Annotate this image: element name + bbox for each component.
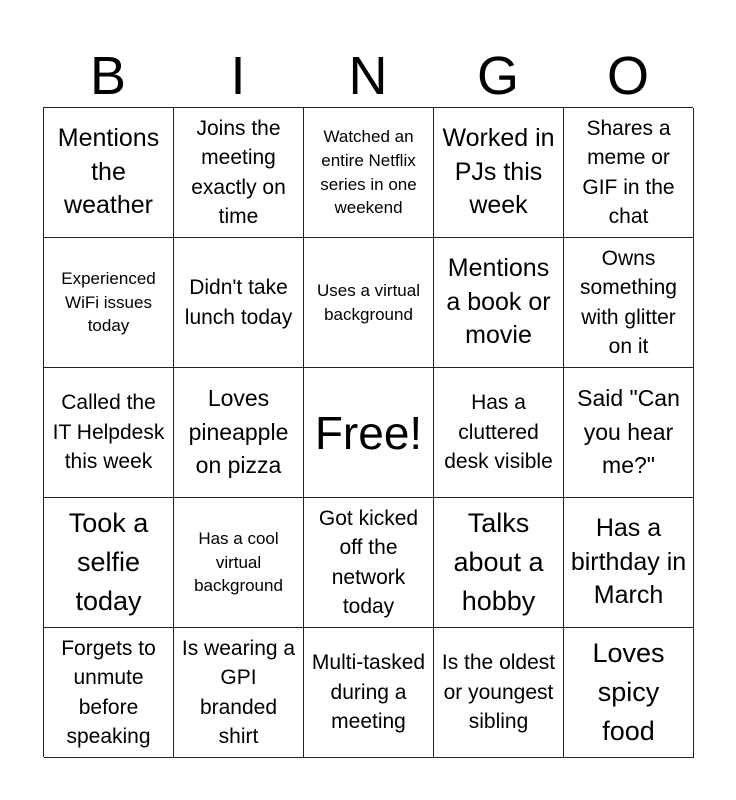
bingo-cell[interactable] (174, 368, 304, 498)
bingo-cell[interactable] (434, 108, 564, 238)
bingo-cell[interactable] (434, 368, 564, 498)
bingo-cell[interactable] (44, 628, 174, 758)
bingo-cell[interactable] (174, 238, 304, 368)
cell-text: Uses a virtual background (317, 280, 420, 324)
cell-text: Experienced WiFi issues today (61, 268, 156, 336)
bingo-cell[interactable] (564, 238, 694, 368)
bingo-cell[interactable] (304, 108, 434, 238)
bingo-cell[interactable] (44, 368, 174, 498)
bingo-cell[interactable] (174, 108, 304, 238)
cell-text: Loves pineapple on pizza (188, 385, 289, 479)
title-letter-g: G (476, 46, 519, 106)
cell-text: Took a selfie today (68, 507, 149, 617)
cell-text: Is wearing a GPI branded shirt (181, 636, 296, 748)
bingo-title (43, 44, 693, 108)
cell-text: Has a cool virtual background (194, 528, 283, 596)
cell-text: Talks about a hobby (453, 507, 544, 617)
bingo-cell[interactable] (304, 628, 434, 758)
free-space-text: Free! (314, 406, 423, 459)
cell-text: Shares a meme or GIF in the chat (582, 116, 675, 228)
cell-text: Has a cluttered desk visible (444, 391, 553, 474)
title-letter-b: B (89, 46, 127, 106)
cell-text: Mentions a book or movie (446, 253, 551, 350)
cell-text: Owns something with glitter on it (580, 246, 677, 358)
cell-text: Got kicked off the network today (318, 506, 419, 618)
title-letter-i: I (230, 46, 246, 106)
bingo-cell[interactable] (434, 628, 564, 758)
title-letter-n: N (348, 46, 388, 106)
bingo-cell[interactable] (44, 498, 174, 628)
cell-text: Mentions the weather (57, 123, 160, 220)
cell-text: Loves spicy food (592, 637, 665, 747)
cell-text: Called the IT Helpdesk this week (52, 391, 165, 474)
bingo-cell[interactable] (44, 108, 174, 238)
bingo-cell[interactable] (44, 238, 174, 368)
cell-text: Is the oldest or youngest sibling (441, 651, 556, 734)
bingo-cell[interactable] (174, 628, 304, 758)
cell-text: Has a birthday in March (570, 513, 687, 610)
cell-text: Forgets to unmute before speaking (61, 636, 156, 748)
bingo-cell[interactable] (174, 498, 304, 628)
title-letter-o: O (606, 46, 649, 106)
cell-text: Multi-tasked during a meeting (311, 651, 426, 734)
bingo-cell[interactable] (564, 368, 694, 498)
bingo-cell[interactable] (304, 498, 434, 628)
cell-text: Watched an entire Netflix series in one weekend (320, 126, 417, 218)
free-space-cell[interactable] (304, 368, 434, 498)
bingo-cell[interactable] (434, 238, 564, 368)
bingo-cell[interactable] (564, 498, 694, 628)
cell-text: Worked in PJs this week (442, 123, 555, 220)
cell-text: Joins the meeting exactly on time (191, 116, 286, 228)
cell-text: Said "Can you hear me?" (577, 385, 680, 479)
bingo-cell[interactable] (564, 108, 694, 238)
bingo-board (43, 107, 693, 757)
bingo-cell[interactable] (304, 238, 434, 368)
bingo-cell[interactable] (434, 498, 564, 628)
cell-text: Didn't take lunch today (184, 276, 293, 329)
bingo-cell[interactable] (564, 628, 694, 758)
